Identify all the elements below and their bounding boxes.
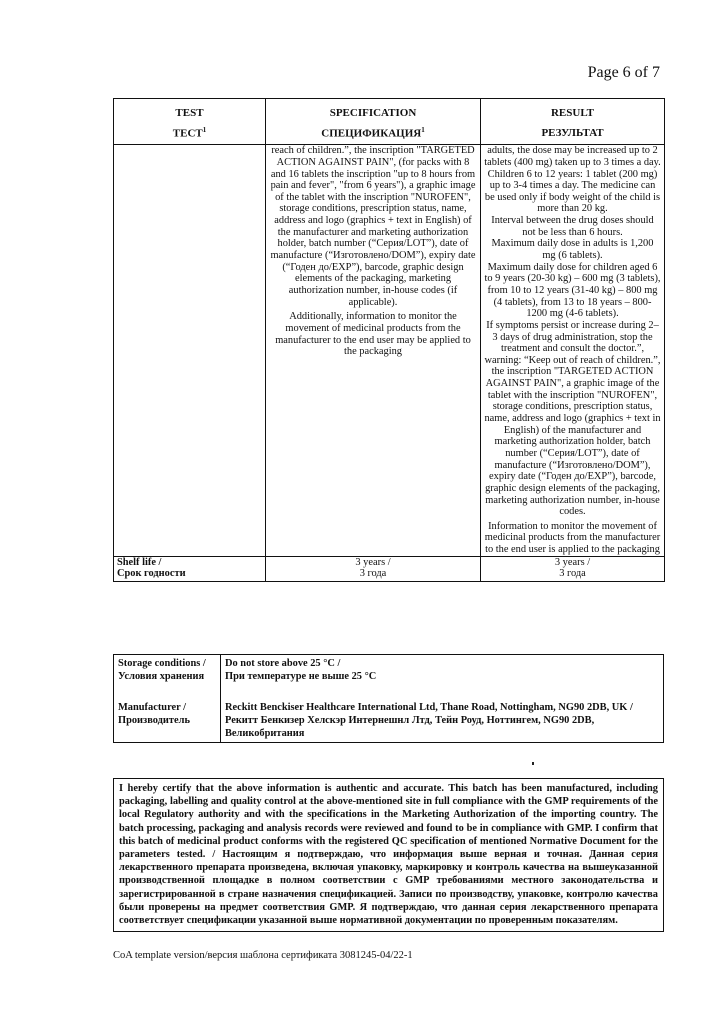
footnote-mark: 1 [421,126,425,135]
storage-row [114,655,664,686]
header-test-en: TEST [175,107,204,119]
spec-cell [266,145,481,556]
scan-speck [532,762,534,765]
shelf-life-spec-ru: 3 года [359,568,387,580]
header-result [481,99,665,145]
certification-statement: I hereby certify that the above information is authentic and accurate. This batch has been manufactured, including packaging, labelling and quality control at the above-mentioned site in full compliance with the GMP requirements of the local Regulatory authority and with the specifications in the Marketing Authorization of the importing country. The batch processing, packaging and analysis records were reviewed and found to be in compliance with GMP. I confirm that this batch of medicinal product conforms with the registered QC specification of mentioned Normative Document for the parameters tested. / Настоящим я подтверждаю, что информация выше верная и точная. Данная серия лекарственного препарата произведена, включая упаковку, маркировку и контроль качества на вышеуказанной производственной площадке в полном соответствии с GMP требованиями местного законодательства и зарегистрированной в стране назначения спецификацией. Записи по производству, упаковке, контролю качества были проверены на предмет соответствия GMP. Я подтверждаю, что данная серия лекарственного препарата соответствует спецификации указанной выше нормативной документации по проверенным показателям. [113,778,664,932]
shelf-life-label-ru: Срок годности [117,568,186,580]
storage-label [114,655,221,686]
storage-value-ru: При температуре не выше 25 °C [225,671,377,682]
header-specification [266,99,481,145]
shelf-life-label-en: Shelf life / [117,556,162,568]
storage-value-en: Do not store above 25 °C / [225,658,341,669]
manufacturer-label-en: Manufacturer / [118,702,187,713]
header-result-en: RESULT [550,107,594,119]
result-paragraph: Interval between the drug doses should not be less than 6 hours. [491,215,654,238]
storage-label-ru: Условия хранения [118,671,205,682]
result-paragraph: Children 6 to 12 years: 1 tablet (200 mg) up to 3-4 times a day. The medicine can be used only if body weight of the child is more than 20 kg. [484,168,661,215]
result-paragraph: Maximum daily dose in adults is 1,200 mg (6 tablets). [491,238,654,262]
spec-paragraph: Additionally, information to monitor the movement of medicinal products from the manufacturer to the end user may be applied to the packaging [275,311,471,358]
header-spec-en: SPECIFICATION [329,107,417,119]
manufacturer-en: Reckitt Benckiser Healthcare International Ltd, Thane Road, Nottingham, NG90 2DB, UK / [225,702,633,713]
header-result-ru: РЕЗУЛЬТАТ [541,127,604,140]
manufacturer-row [114,699,664,743]
result-cell [481,145,665,556]
manufacturer-ru: Рекитт Бенкизер Хелскэр Интернешнл Лтд, Тейн Роуд, Ноттингем, NG90 2DB, Великобритания [225,715,595,739]
header-spec-ru: СПЕЦИФИКАЦИЯ [321,127,422,140]
template-version: CoA template version/версия шаблона сертификата 3081245-04/22-1 [113,950,413,961]
shelf-life-result-ru: 3 года [559,568,586,580]
manufacturer-label [114,699,221,743]
manufacturer-label-ru: Производитель [118,715,190,726]
shelf-life-spec [266,556,481,581]
shelf-life-spec-en: 3 years / [355,556,391,568]
page-number: Page 6 of 7 [587,64,660,81]
spec-paragraph: reach of children.”, the inscription "TARGETED ACTION AGAINST PAIN", (for packs with 8 and 16 tablets the inscription "up to 8 hours from pain and fever", "from 6 years"), a graphic image of the tablet with the inscription "NUROFEN", storage conditions, prescription status, name, address and logo (graphics + text in English) of the manufacturer and marketing authorization holder, batch number (“Серия/LOT”), date of manufacture (“Изготовлено/DOM”), expiry date (“Годен до/EXP”), barcode, graphic design elements of the packaging, marketing authorization number, in-house codes (if applicable). [270,145,476,308]
result-paragraph: adults, the dose may be increased up to 2 tablets (400 mg) taken up to 3 times a day. [484,145,661,168]
table-row-shelf-life [114,556,665,581]
storage-value [221,655,664,686]
storage-manufacturer-table [113,654,664,743]
test-cell-empty [114,145,266,556]
shelf-life-result [481,556,665,581]
storage-label-en: Storage conditions / [118,658,206,669]
spacer-row [114,685,664,699]
result-paragraph: Maximum daily dose for children aged 6 to 9 years (20-30 kg) – 600 mg (3 tablets), from 10 to 12 years (31-40 kg) – 800 mg (4 tablets), from 13 to 18 years – 800-1200 mg (4-6 tablets). [484,261,661,320]
header-test-ru: ТЕСТ [172,127,203,140]
header-test [114,99,266,145]
result-paragraph: Information to monitor the movement of medicinal products from the manufacturer to the end user is applied to the packaging [484,520,661,556]
result-paragraph: If symptoms persist or increase during 2–3 days of drug administration, stop the treatment and consult the doctor.”, warning: “Keep out of reach of children.”, the inscription "TARGETED ACTION AGAINST PAIN", a graphic image of the tablet with the inscription "NUROFEN", storage conditions, prescription status, name, address and logo (graphics + text in English) of the manufacturer and marketing authorization holder, batch number (“Серия/LOT”), date of manufacture (“Изготовлено/DOM”), expiry date (“Годен до/EXP”), barcode, graphic design elements of the packaging, marketing authorization number, in-house codes. [484,319,661,518]
footnote-mark: 1 [202,126,207,135]
table-row-packaging [114,145,665,556]
manufacturer-value [221,699,664,743]
shelf-life-label [114,556,266,581]
table-header-row [114,99,665,145]
shelf-life-result-en: 3 years / [554,556,591,568]
results-table [113,98,665,582]
